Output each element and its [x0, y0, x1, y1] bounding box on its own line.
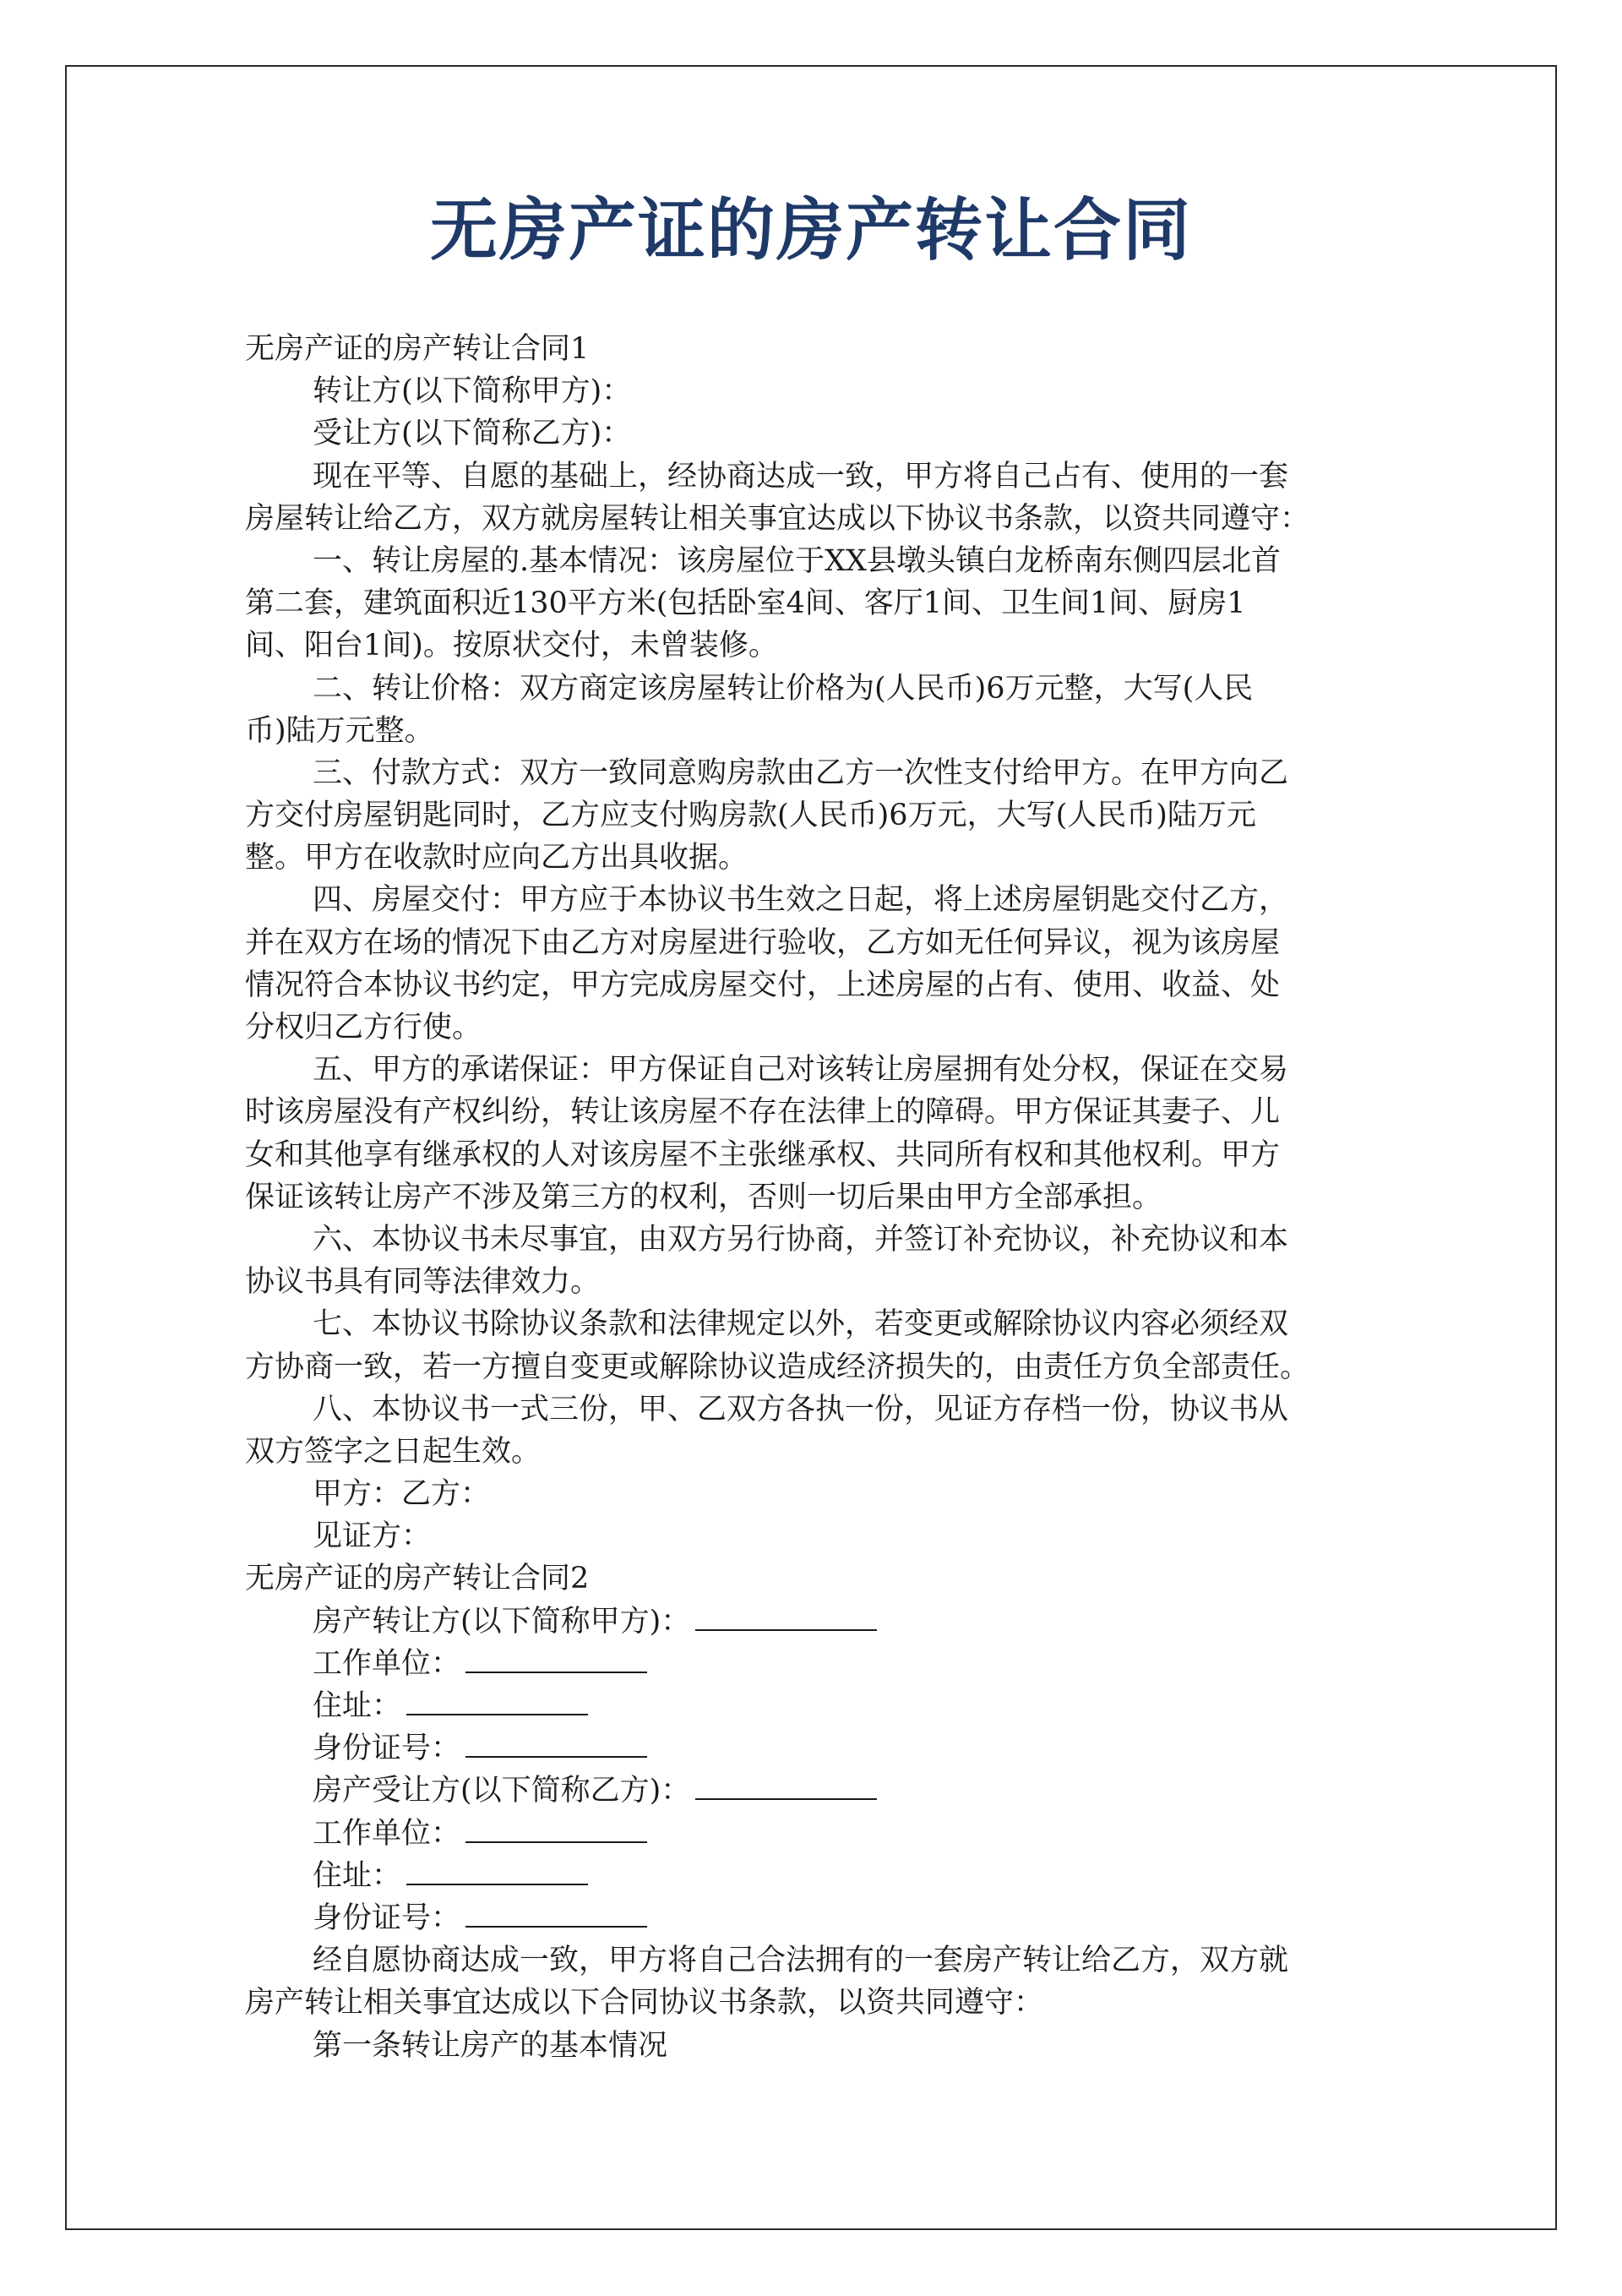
line-text: 情况符合本协议书约定，甲方完成房屋交付，上述房屋的占有、使用、收益、处: [245, 968, 1281, 1002]
text-line: [245, 1346, 1377, 1388]
form-field-line: [245, 1855, 1377, 1897]
text-line: [245, 370, 1377, 412]
line-text: 房产转让方(以下简称甲方)：: [313, 1604, 691, 1639]
fill-in-blank: [465, 1646, 647, 1673]
text-line: [245, 1557, 1377, 1600]
text-line: [245, 1091, 1377, 1133]
line-text: 双方签字之日起生效。: [245, 1434, 542, 1469]
line-text: 见证方：: [313, 1519, 432, 1554]
text-line: [245, 1388, 1377, 1431]
line-text: 无房产证的房产转让合同2: [245, 1562, 590, 1596]
text-line: [245, 752, 1377, 794]
line-text: 分权归乙方行使。: [245, 1011, 482, 1044]
text-line: [245, 710, 1377, 752]
text-line: [245, 1303, 1377, 1345]
line-text: 三、付款方式：双方一致同意购房款由乙方一次性支付给甲方。在甲方向乙: [313, 755, 1289, 790]
line-text: 房屋转让给乙方，双方就房屋转让相关事宜达成以下协议书条款，以资共同遵守：: [245, 501, 1310, 536]
line-text: 住址：: [313, 1858, 402, 1893]
text-line: [245, 1431, 1377, 1473]
line-text: 六、本协议书未尽事宜，由双方另行协商，并签订补充协议，补充协议和本: [313, 1222, 1289, 1257]
fill-in-blank: [465, 1731, 647, 1758]
text-line: [245, 668, 1377, 710]
text-line: [245, 1939, 1377, 1982]
text-line: [245, 1049, 1377, 1091]
line-text: 二、转让价格：双方商定该房屋转让价格为(人民币)6万元整，大写(人民: [313, 671, 1254, 706]
line-text: 八、本协议书一式三份，甲、乙双方各执一份，见证方存档一份，协议书从: [313, 1392, 1289, 1426]
fill-in-blank: [406, 1688, 588, 1715]
line-text: 并在双方在场的情况下由乙方对房屋进行验收，乙方如无任何异议，视为该房屋: [245, 925, 1281, 960]
text-line: [245, 582, 1377, 624]
text-line: [245, 2025, 1377, 2067]
text-line: [245, 922, 1377, 964]
text-line: [245, 1006, 1377, 1049]
text-line: [245, 455, 1377, 498]
text-line: [245, 1219, 1377, 1261]
line-text: 七、本协议书除协议条款和法律规定以外，若变更或解除协议内容必须经双: [313, 1307, 1289, 1342]
text-line: [245, 540, 1377, 582]
line-text: 四、房屋交付：甲方应于本协议书生效之日起，将上述房屋钥匙交付乙方，: [313, 883, 1289, 918]
text-line: [245, 1176, 1377, 1219]
text-line: [245, 837, 1377, 879]
document-title: 无房产证的房产转让合同: [430, 190, 1192, 270]
line-text: 工作单位：: [313, 1816, 461, 1851]
line-text: 甲方：乙方：: [313, 1477, 491, 1512]
line-text: 第一条转让房产的基本情况: [313, 2028, 668, 2063]
text-line: [245, 794, 1377, 837]
form-field-line: [245, 1643, 1377, 1685]
line-text: 整。甲方在收款时应向乙方出具收据。: [245, 841, 748, 875]
line-text: 协议书具有同等法律效力。: [245, 1265, 601, 1300]
text-line: [245, 1134, 1377, 1176]
line-text: 身份证号：: [313, 1901, 461, 1935]
line-text: 现在平等、自愿的基础上，经协商达成一致，甲方将自己占有、使用的一套: [313, 459, 1289, 494]
text-line: [245, 1982, 1377, 2024]
fill-in-blank: [465, 1816, 647, 1843]
line-text: 房产受让方(以下简称乙方)：: [313, 1774, 691, 1808]
line-text: 方协商一致，若一方擅自变更或解除协议造成经济损失的，由责任方负全部责任。: [245, 1350, 1310, 1384]
form-field-line: [245, 1601, 1377, 1643]
line-text: 转让方(以下简称甲方)：: [313, 374, 632, 409]
fill-in-blank: [406, 1858, 588, 1885]
line-text: 间、阳台1间)。按原状交付，未曾装修。: [245, 629, 778, 663]
form-field-line: [245, 1897, 1377, 1939]
line-text: 五、甲方的承诺保证：甲方保证自己对该转让房屋拥有处分权，保证在交易: [313, 1053, 1289, 1088]
text-line: [245, 624, 1377, 667]
text-line: [245, 498, 1377, 540]
form-field-line: [245, 1685, 1377, 1727]
line-text: 方交付房屋钥匙同时，乙方应支付购房款(人民币)6万元，大写(人民币)陆万元: [245, 799, 1256, 833]
line-text: 受让方(以下简称乙方)：: [313, 417, 632, 451]
line-text: 房产转让相关事宜达成以下合同协议书条款，以资共同遵守：: [245, 1986, 1044, 2021]
form-field-line: [245, 1727, 1377, 1770]
text-line: [245, 1261, 1377, 1303]
line-text: 女和其他享有继承权的人对该房屋不主张继承权、共同所有权和其他权利。甲方: [245, 1137, 1281, 1172]
text-line: [245, 328, 1377, 370]
line-text: 保证该转让房产不涉及第三方的权利，否则一切后果由甲方全部承担。: [245, 1180, 1162, 1214]
line-text: 身份证号：: [313, 1732, 461, 1766]
line-text: 币)陆万元整。: [245, 713, 434, 748]
text-line: [245, 412, 1377, 455]
line-text: 无房产证的房产转让合同1: [245, 332, 590, 366]
fill-in-blank: [695, 1773, 877, 1800]
text-line: [245, 1515, 1377, 1557]
text-line: [245, 879, 1377, 921]
document-body: [245, 328, 1377, 2067]
text-line: [245, 1473, 1377, 1515]
line-text: 工作单位：: [313, 1646, 461, 1681]
form-field-line: [245, 1813, 1377, 1855]
line-text: 住址：: [313, 1689, 402, 1723]
form-field-line: [245, 1770, 1377, 1812]
line-text: 一、转让房屋的.基本情况：该房屋位于XX县墩头镇白龙桥南东侧四层北首: [313, 543, 1281, 578]
text-line: [245, 964, 1377, 1006]
line-text: 经自愿协商达成一致，甲方将自己合法拥有的一套房产转让给乙方，双方就: [313, 1944, 1289, 1978]
line-text: 时该房屋没有产权纠纷，转让该房屋不存在法律上的障碍。甲方保证其妻子、儿: [245, 1095, 1281, 1130]
fill-in-blank: [465, 1901, 647, 1928]
line-text: 第二套，建筑面积近130平方米(包括卧室4间、客厅1间、卫生间1间、厨房1: [245, 586, 1246, 621]
fill-in-blank: [695, 1604, 877, 1631]
